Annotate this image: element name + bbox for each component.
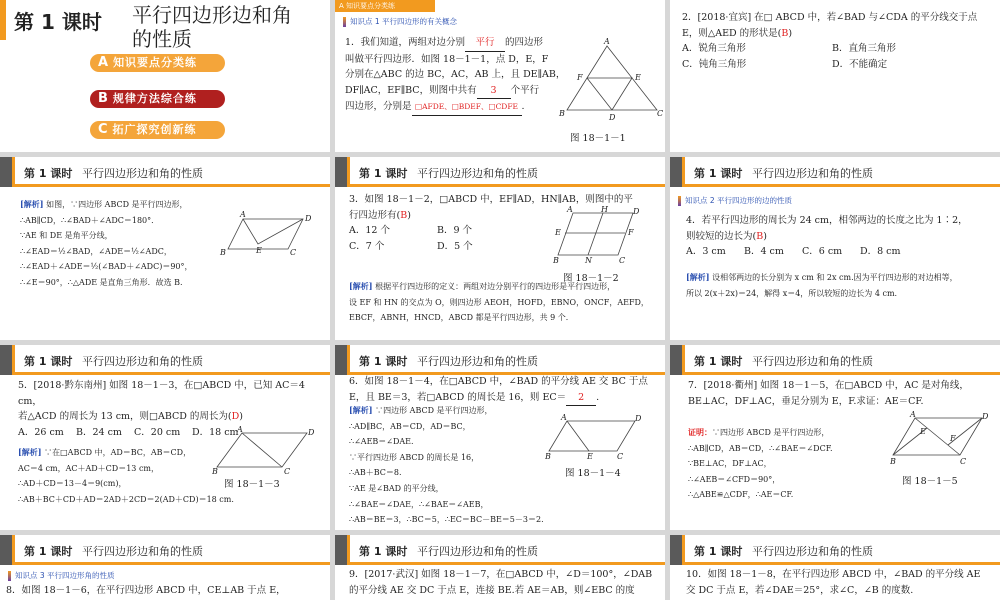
question-text: 5．[2018·黔东南州] 如图 18－1－3，在□ABCD 中，已知 AC＝4 cm， 若△ACD 的周长为 13 cm，则□ABCD 的周长为(D) A．26 cm B．24 cm C．20 cm D．18 cm (18, 380, 305, 438)
svg-text:A: A (567, 205, 573, 214)
svg-text:E: E (587, 452, 593, 459)
svg-text:E: E (635, 73, 641, 82)
figure-parallelogram-ade (218, 209, 328, 259)
knowledge-point: 知识点 3 平行四边形角的性质 (8, 570, 115, 581)
solution-text: [解析] ∵在□ABCD 中，AD＝BC，AB＝CD， AC＝4 cm，AC＋AD＋CD＝13 cm， ∴AD＋CD＝13－4＝9(cm)， ∴AB＋BC＋CD＋AD＝2AD＋2CD＝2(AD＋CD)＝18 cm. (18, 447, 234, 504)
slide-question-1[interactable] (335, 0, 665, 152)
slide-header: 第 1 课时 平行四边形边和角的性质 (0, 535, 330, 565)
solution-text: [解析] ∵四边形 ABCD 是平行四边形， ∴AD∥BC，AB＝CD，AD＝BC， ∴∠AEB＝∠DAE. ∵平行四边形 ABCD 的周长是 16， ∴AB＋BC＝8. ∵AE 是∠BAD 的平分线， ∴∠BAE＝∠DAE，∴∠BAE＝∠AEB， ∴AB＝BE＝3，∴BC＝5，∴EC＝BC－BE＝5－3＝2. (349, 405, 544, 525)
question-text: 2．[2018·宜宾] 在□ ABCD 中，若∠BAD 与∠CDA 的平分线交于点 E，则△AED 的形状是(B) A．锐角三角形 B．直角三角形 C．钝角三角形 D．不能确定 (682, 12, 978, 70)
slide-question-7[interactable] (670, 345, 1000, 530)
menu-button-b[interactable]: B 规律方法综合练 (90, 90, 225, 108)
slide-header: 第 1 课时 平行四边形边和角的性质 (0, 345, 330, 375)
svg-text:D: D (305, 214, 312, 223)
svg-text:A: A (561, 413, 567, 422)
question-text: 6．如图 18－1－4，在□ABCD 中，∠BAD 的平分线 AE 交 BC 于点 E，且 BE＝3，若□ABCD 的周长是 16，则 EC＝ 2 . (349, 374, 661, 406)
question-text: 1．我们知道，两组对边分别 平行 的四边形 叫做平行四边形．如图 18－1－1，点 D，E，F 分别在△ABC 的边 BC，AC，AB 上，且 DE∥AB， DF∥AC，EF∥BC，则图中共有 3 个平行 四边形，分别是 □AFDE、□BDEF、□CDFE . (345, 35, 580, 116)
svg-text:B: B (890, 457, 896, 466)
knowledge-point: 知识点 2 平行四边形的边的性质 (678, 195, 792, 206)
slide-header: 第 1 课时 平行四边形边和角的性质 (335, 157, 665, 187)
proof-text: 证明：∵四边形 ABCD 是平行四边形， ∴AB∥CD，AB＝CD，∴∠BAE＝∠DCF. ∵BE⊥AC，DF⊥AC， ∴∠AEB＝∠CFD＝90°， ∴△ABE≌△CDF，∴AE＝CF. (688, 427, 833, 499)
slide-question-10[interactable] (670, 535, 1000, 600)
slide-header: 第 1 课时 平行四边形边和角的性质 (670, 345, 1000, 375)
svg-text:N: N (585, 256, 592, 265)
slide-solution-2[interactable] (0, 157, 330, 340)
answer-choice: D (231, 411, 240, 422)
svg-text:B: B (553, 256, 559, 265)
svg-text:C: C (284, 467, 291, 475)
figure-caption: 图 18－1－1 (570, 133, 626, 144)
slide-header: 第 1 课时 平行四边形边和角的性质 (335, 535, 665, 565)
svg-text:B: B (212, 467, 218, 475)
svg-text:C: C (960, 457, 967, 466)
kp-marker-icon (343, 17, 346, 27)
question-text: 3．如图 18－1－2，□ABCD 中，EF∥AD，HN∥AB，则图中的平 行四边形有(B) A．12 个 B．9 个 C．7 个 D．5 个 (349, 194, 633, 252)
svg-text:D: D (609, 113, 616, 122)
svg-text:C: C (290, 248, 297, 257)
svg-text:B: B (559, 109, 565, 118)
svg-text:H: H (601, 205, 608, 214)
answer-choice: B (756, 230, 764, 242)
lesson-heading-line1: 平行四边形边和角 (132, 3, 292, 27)
solution-text: [解析] 设相邻两边的长分别为 x cm 和 2x cm.因为平行四边形的对边相等， 所以 2(x＋2x)＝24，解得 x＝4，所以较短的边长为 4 cm. (686, 272, 958, 298)
slide-question-3[interactable] (335, 157, 665, 340)
figure-18-1-5 (890, 410, 990, 466)
figure-caption: 图 18－1－5 (902, 476, 958, 487)
figure-18-1-2 (553, 205, 643, 267)
solution-text: [解析] 如图，∵四边形 ABCD 是平行四边形， ∴AB∥CD，∴∠BAD＋∠ADC＝180°． ∵AE 和 DE 是角平分线， ∴∠EAD＝½∠BAD，∠ADE＝½∠ADC， ∴∠EAD＋∠ADE＝½(∠BAD＋∠ADC)＝90°， ∴∠E＝90°，∴△ADE 是直角三角形．故选 B. (20, 199, 193, 287)
answer-choice: B (781, 27, 789, 39)
figure-18-1-1 (555, 36, 665, 122)
svg-text:B: B (220, 248, 226, 257)
figure-caption: 图 18－1－2 (563, 273, 619, 284)
answer-choice: B (400, 209, 408, 221)
question-text: 10．如图 18－1－8，在平行四边形 ABCD 中，∠BAD 的平分线 AE 交 DC 于点 E，若∠DAE＝25°，求∠C，∠B 的度数. (686, 569, 981, 596)
svg-text:D: D (633, 207, 640, 216)
menu-button-c[interactable]: C 拓广探究创新练 (90, 121, 225, 139)
accent-bar (0, 0, 6, 40)
slide-question-4[interactable] (670, 157, 1000, 340)
answer-blank: 3 (477, 83, 511, 100)
svg-text:D: D (982, 412, 989, 421)
answer-blank: 2 (566, 390, 596, 407)
figure-18-1-4 (545, 413, 645, 459)
answer-blank: □AFDE、□BDEF、□CDFE (412, 99, 522, 116)
svg-text:A: A (237, 425, 243, 434)
figure-18-1-3 (212, 425, 322, 475)
knowledge-point: 知识点 1 平行四边形的有关概念 (343, 16, 457, 27)
svg-text:C: C (657, 109, 664, 118)
svg-text:D: D (635, 414, 642, 423)
slide-question-8[interactable] (0, 535, 330, 600)
kp-marker-icon (678, 196, 681, 206)
svg-text:C: C (617, 452, 624, 459)
slide-header: 第 1 课时 平行四边形边和角的性质 (335, 345, 665, 375)
slide-header: 第 1 课时 平行四边形边和角的性质 (670, 157, 1000, 187)
solution-text: [解析] 根据平行四边形的定义：两组对边分别平行的四边形是平行四边形， 设 EF 和 HN 的交点为 O，则四边形 AEOH，HOFD，EBNO，ONCF，AEFD， EBCF，ABNH，HNCD，ABCD 都是平行四边形，共 9 个． (349, 281, 649, 322)
slide-question-9[interactable] (335, 535, 665, 600)
svg-text:A: A (604, 37, 610, 46)
question-text: 8．如图 18－1－6，在平行四边形 ABCD 中，CE⊥AB 于点 E， (6, 585, 286, 596)
slide-question-6[interactable] (335, 345, 665, 530)
svg-text:E: E (920, 427, 926, 436)
question-text: 9．[2017·武汉] 如图 18－1－7，在□ABCD 中，∠D＝100°，∠DAB 的平分线 AE 交 DC 于点 E，连接 BE.若 AE＝AB，则∠EBC 的度 (349, 569, 653, 596)
lesson-title: 第 1 课时 (14, 10, 102, 34)
svg-text:F: F (628, 228, 634, 237)
svg-text:E: E (256, 246, 262, 255)
svg-text:D: D (308, 428, 315, 437)
question-text: 7．[2018·衢州] 如图 18－1－5，在□ABCD 中，AC 是对角线， BE⊥AC，DF⊥AC，垂足分别为 E，F.求证：AE＝CF. (688, 380, 969, 407)
svg-text:F: F (950, 434, 956, 443)
slide-question-5[interactable] (0, 345, 330, 530)
svg-text:E: E (555, 228, 561, 237)
menu-button-a[interactable]: A 知识要点分类练 (90, 54, 225, 72)
figure-caption: 图 18－1－4 (565, 468, 621, 479)
slide-title[interactable] (0, 0, 330, 152)
question-text: 4．若平行四边形的周长为 24 cm，相邻两边的长度之比为 1∶2， 则较短的边长为(B) A．3 cm B．4 cm C．6 cm D．8 cm (686, 215, 968, 257)
svg-text:F: F (577, 73, 583, 82)
kp-marker-icon (8, 571, 11, 581)
svg-text:A: A (240, 210, 246, 219)
section-banner: A 知识要点分类练 (335, 0, 435, 12)
figure-caption: 图 18－1－3 (224, 479, 280, 490)
svg-text:C: C (619, 256, 626, 265)
slide-question-2[interactable] (670, 0, 1000, 152)
answer-blank: 平行 (465, 35, 505, 52)
lesson-heading-line2: 的性质 (132, 27, 192, 51)
slide-header: 第 1 课时 平行四边形边和角的性质 (0, 157, 330, 187)
slide-header: 第 1 课时 平行四边形边和角的性质 (670, 535, 1000, 565)
svg-text:B: B (545, 452, 551, 459)
svg-text:A: A (910, 410, 916, 419)
